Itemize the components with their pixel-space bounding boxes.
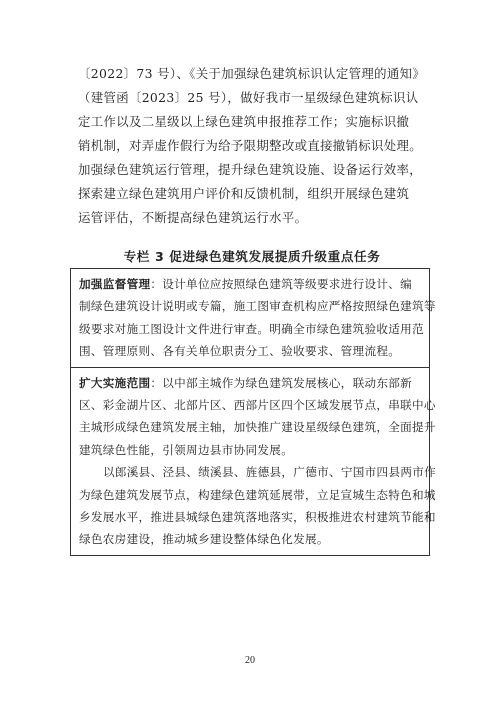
section-line: 级要求对施工图设计文件进行审查。明确全市绿色建筑验收适用范 xyxy=(79,321,424,336)
body-text xyxy=(78,62,426,230)
section-line: 乡发展水平，推进县城绿色建筑落地落实，积极推进农村建筑节能和 xyxy=(79,510,436,525)
body-line: （建管函〔2023〕25 号），做好我市一星级绿色建筑标识认 xyxy=(78,90,419,105)
body-line: 定工作以及二星级以上绿色建筑申报推荐工作；实施标识撤 xyxy=(78,114,410,129)
section-line: 围、管理原则、各有关单位职责分工、验收要求、管理流程。 xyxy=(79,344,401,359)
task-box xyxy=(70,268,437,556)
section-text: ：以中部主城作为绿色建筑发展核心，联动东部新 xyxy=(150,375,413,390)
section-line: 绿色农房建设，推动城乡建设整体绿色化发展。 xyxy=(79,532,329,547)
section-scope xyxy=(71,367,437,555)
section-line: 为绿色建筑发展节点，构建绿色建筑延展带，立足宣城生态特色和城 xyxy=(79,487,436,502)
section-line xyxy=(79,273,421,295)
section-supervision xyxy=(71,269,436,367)
body-line: 探索建立绿色建筑用户评价和反馈机制，组织开展绿色建筑 xyxy=(78,186,410,201)
section-line: 区、彩金湖片区、北部片区、西部片区四个区域发展节点，串联中心 xyxy=(79,398,436,413)
body-line: 运管评估，不断提高绿色建筑运行水平。 xyxy=(78,210,308,225)
section-line: 制绿色建筑设计说明或专篇，施工图审查机构应严格按照绿色建筑等 xyxy=(79,299,436,314)
body-line: 〔2022〕73 号）、《关于加强绿色建筑标识认定管理的通知》 xyxy=(78,66,426,81)
box-title: 专栏 3 促进绿色建筑发展提质升级重点任务 xyxy=(123,249,381,264)
section-line: 主城形成绿色建筑发展主轴，加快推广建设星级绿色建筑，全面提升 xyxy=(79,420,436,435)
section-line xyxy=(79,372,421,394)
page-number: 20 xyxy=(245,655,255,666)
section-lead: 扩大实施范围 xyxy=(79,375,151,390)
section-line: 以郎溪县、泾县、绩溪县、旌德县，广德市、宁国市四县两市作 xyxy=(103,465,437,480)
section-line: 建筑绿色性能，引领周边县市协同发展。 xyxy=(79,442,294,457)
section-text: ：设计单位应按照绿色建筑等级要求进行设计、编 xyxy=(150,277,413,291)
body-line: 加强绿色建筑运行管理，提升绿色建筑设施、设备运行效率， xyxy=(78,162,422,177)
section-lead: 加强监督管理 xyxy=(79,277,151,291)
body-line: 销机制，对弄虚作假行为给予限期整改或直接撤销标识处理。 xyxy=(78,138,422,153)
